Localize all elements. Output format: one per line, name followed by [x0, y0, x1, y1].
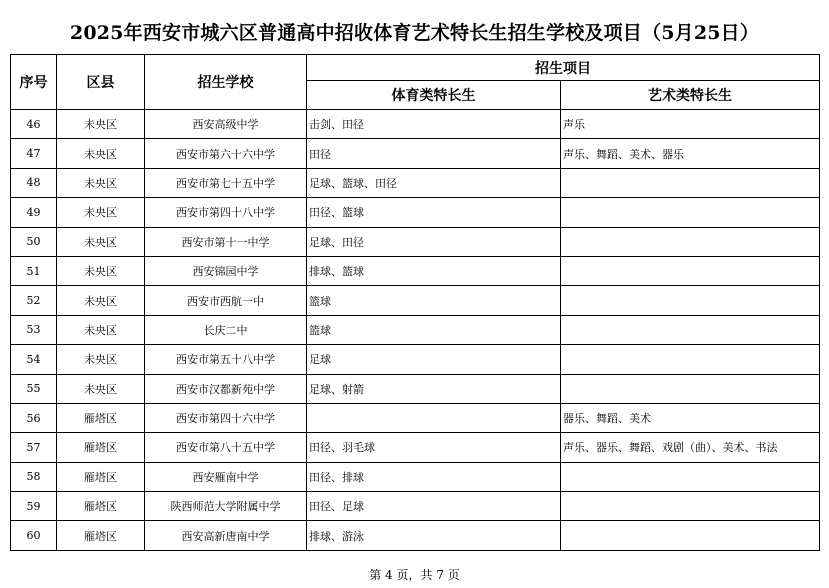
cell-district: 雁塔区: [57, 492, 145, 521]
cell-district: 雁塔区: [57, 462, 145, 491]
cell-sports: [307, 403, 561, 432]
cell-arts: [561, 168, 820, 197]
cell-sports: 排球、篮球: [307, 256, 561, 285]
page-footer: 第 4 页，共 7 页: [369, 568, 460, 582]
cell-school: 西安市第五十八中学: [145, 345, 307, 374]
table-row: [11, 492, 820, 521]
cell-sports: 田径、排球: [307, 462, 561, 491]
cell-arts: [561, 521, 820, 550]
cell-arts: [561, 345, 820, 374]
cell-school: 陕西师范大学附属中学: [145, 492, 307, 521]
table-row: [11, 462, 820, 491]
cell-sports: 足球、射箭: [307, 374, 561, 403]
table-row: [11, 286, 820, 315]
cell-district: 未央区: [57, 374, 145, 403]
cell-seq: 56: [11, 403, 57, 432]
table-row: [11, 433, 820, 462]
table-row: [11, 227, 820, 256]
cell-school: 长庆二中: [145, 315, 307, 344]
cell-school: 西安高级中学: [145, 110, 307, 139]
header-sports: 体育类特长生: [307, 81, 561, 110]
cell-sports: 足球、篮球、田径: [307, 168, 561, 197]
cell-school: 西安锦园中学: [145, 256, 307, 285]
cell-district: 未央区: [57, 227, 145, 256]
cell-arts: 声乐: [561, 110, 820, 139]
cell-seq: 59: [11, 492, 57, 521]
header-arts: 艺术类特长生: [561, 81, 820, 110]
cell-seq: 54: [11, 345, 57, 374]
cell-district: 未央区: [57, 315, 145, 344]
cell-sports: 田径、羽毛球: [307, 433, 561, 462]
cell-arts: [561, 492, 820, 521]
cell-district: 未央区: [57, 110, 145, 139]
cell-arts: 器乐、舞蹈、美术: [561, 403, 820, 432]
header-project: 招生项目: [307, 55, 820, 81]
cell-seq: 48: [11, 168, 57, 197]
cell-arts: [561, 374, 820, 403]
cell-sports: 击剑、田径: [307, 110, 561, 139]
cell-seq: 52: [11, 286, 57, 315]
cell-arts: [561, 286, 820, 315]
cell-sports: 田径、篮球: [307, 198, 561, 227]
cell-seq: 50: [11, 227, 57, 256]
cell-sports: 排球、游泳: [307, 521, 561, 550]
cell-seq: 49: [11, 198, 57, 227]
cell-district: 雁塔区: [57, 433, 145, 462]
cell-seq: 57: [11, 433, 57, 462]
table-row: [11, 521, 820, 550]
cell-sports: 田径、足球: [307, 492, 561, 521]
cell-arts: [561, 256, 820, 285]
cell-seq: 51: [11, 256, 57, 285]
header-seq: 序号: [11, 55, 57, 110]
cell-district: 未央区: [57, 168, 145, 197]
cell-arts: 声乐、器乐、舞蹈、戏剧（曲）、美术、书法: [561, 433, 820, 462]
document-title: 2025年西安市城六区普通高中招收体育艺术特长生招生学校及项目（5月25日）: [69, 22, 760, 44]
table-row: [11, 256, 820, 285]
cell-school: 西安市第四十八中学: [145, 198, 307, 227]
table-row: [11, 110, 820, 139]
cell-sports: 篮球: [307, 286, 561, 315]
table-row: [11, 168, 820, 197]
cell-seq: 55: [11, 374, 57, 403]
cell-arts: [561, 198, 820, 227]
table-row: [11, 403, 820, 432]
cell-sports: 篮球: [307, 315, 561, 344]
cell-arts: 声乐、舞蹈、美术、器乐: [561, 139, 820, 168]
cell-district: 未央区: [57, 198, 145, 227]
cell-arts: [561, 227, 820, 256]
table-row: [11, 198, 820, 227]
cell-sports: 足球: [307, 345, 561, 374]
cell-district: 雁塔区: [57, 403, 145, 432]
table-row: [11, 345, 820, 374]
cell-district: 雁塔区: [57, 521, 145, 550]
table-body: [11, 110, 820, 551]
cell-school: 西安市第十一中学: [145, 227, 307, 256]
admission-table: [10, 54, 820, 551]
cell-arts: [561, 462, 820, 491]
cell-school: 西安市第八十五中学: [145, 433, 307, 462]
cell-sports: 足球、田径: [307, 227, 561, 256]
cell-seq: 53: [11, 315, 57, 344]
cell-school: 西安高新唐南中学: [145, 521, 307, 550]
cell-arts: [561, 315, 820, 344]
cell-district: 未央区: [57, 256, 145, 285]
cell-seq: 58: [11, 462, 57, 491]
table-row: [11, 139, 820, 168]
cell-school: 西安市第六十六中学: [145, 139, 307, 168]
cell-school: 西安市第七十五中学: [145, 168, 307, 197]
header-district: 区县: [57, 55, 145, 110]
cell-school: 西安市汉都新苑中学: [145, 374, 307, 403]
header-school: 招生学校: [145, 55, 307, 110]
cell-district: 未央区: [57, 345, 145, 374]
cell-district: 未央区: [57, 139, 145, 168]
cell-seq: 46: [11, 110, 57, 139]
cell-seq: 47: [11, 139, 57, 168]
cell-school: 西安市第四十六中学: [145, 403, 307, 432]
table-row: [11, 374, 820, 403]
cell-sports: 田径: [307, 139, 561, 168]
cell-school: 西安雁南中学: [145, 462, 307, 491]
table-row: [11, 315, 820, 344]
cell-school: 西安市西航一中: [145, 286, 307, 315]
cell-district: 未央区: [57, 286, 145, 315]
cell-seq: 60: [11, 521, 57, 550]
